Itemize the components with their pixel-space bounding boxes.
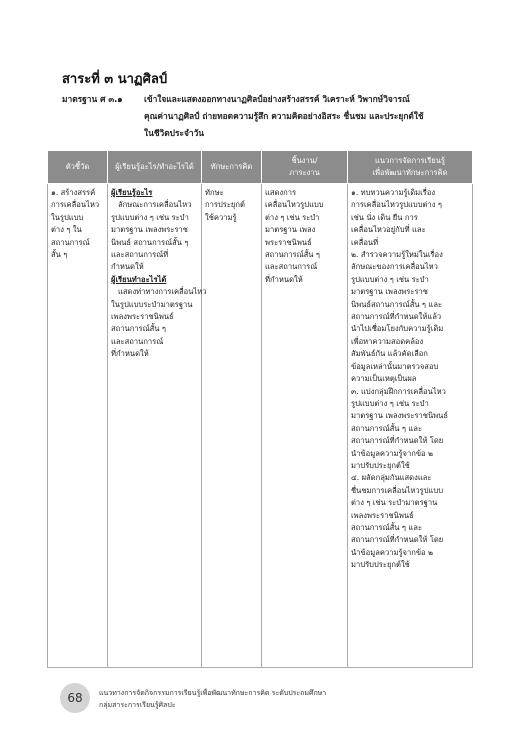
cell-line: สถานการณ์ [51, 237, 90, 247]
cell-line: มาตรฐาน เพลงพระราชนิพนธ์ [351, 411, 448, 421]
cell-line: นำไปเชื่อมโยงกับความรู้เดิม [351, 324, 444, 334]
cell-line: เช่น นั่ง เดิน ยืน การ [351, 212, 418, 222]
cell-line: ในรูปแบบระบำมาตรฐาน [111, 299, 193, 309]
cell-line: เพลงพระราชนิพนธ์ [111, 312, 174, 322]
work-cell [262, 184, 348, 668]
cell-line: นำข้อมูลความรู้จากข้อ ๒ [351, 547, 434, 557]
cell-line: สถานการณ์สั้น ๆ [111, 324, 166, 334]
indicator-cell [48, 184, 108, 668]
standard-text [144, 91, 472, 142]
cell-line: ผู้เรียนทำอะไรได้ [111, 274, 167, 284]
cell-line: ต่าง ๆ เช่น ระบำ [265, 212, 320, 222]
cell-line: พระราชนิพนธ์ [265, 237, 312, 247]
cell-line: รูปแบบต่าง ๆ เช่น ระบำ [351, 398, 429, 408]
cell-line: ต่าง ๆ เช่น ระบำมาตรฐาน [351, 498, 438, 508]
footer-line: กลุ่มสาระการเรียนรู้ศิลปะ [99, 701, 176, 709]
cell-line: ที่กำหนดให้ [265, 274, 303, 284]
cell-line: มาตรฐาน เพลงพระราช [111, 225, 188, 235]
cell-line: และสถานการณ์ที่ [111, 250, 169, 260]
cell-line: สถานการณ์ที่กำหนดให้ โดย [351, 436, 444, 446]
cell-line: ทักษะ [205, 188, 224, 197]
cell-line: ลักษณะของการเคลื่อนไหว [351, 262, 438, 272]
cell-line: เคลื่อนที่ [351, 237, 379, 247]
skills-cell [202, 184, 262, 668]
standard-line: คุณค่านาฏศิลป์ ถ่ายทอดความรู้สึก ความคิดอย่างอิสระ ชื่นชม และประยุกต์ใช้ [144, 111, 424, 121]
learn-cell [108, 184, 207, 668]
header-indicator: ตัวชี้วัด [48, 151, 108, 184]
cell-line: การเคลื่อนไหวรูปแบบต่าง ๆ [351, 200, 442, 210]
cell-line: นิพนธ์สถานการณ์สั้น ๆ และ [351, 299, 443, 309]
approach-cell [348, 184, 473, 668]
table-row [48, 184, 473, 668]
cell-line: ความเป็นเหตุเป็นผล [351, 374, 417, 384]
cell-line: การเคลื่อนไหว [51, 200, 100, 210]
cell-line: ๑. ทบทวนความรู้เดิมเรื่อง [351, 188, 436, 197]
cell-line: เพลงพระราชนิพนธ์ [351, 510, 414, 520]
cell-line: รูปแบบต่าง ๆ เช่น ระบำ [351, 274, 429, 284]
strand-title: สาระที่ ๓ นาฏศิลป์ [62, 72, 168, 87]
cell-line: การประยุกต์ [205, 200, 245, 210]
header-learn: ผู้เรียนรู้อะไร/ทำอะไรได้ [108, 151, 202, 184]
cell-line: สัมพันธ์กัน แล้วคัดเลือก [351, 349, 428, 359]
cell-line: มาตรฐาน เพลงพระราช [351, 287, 428, 297]
cell-line: และสถานการณ์ [111, 336, 164, 346]
cell-line: สถานการณ์ที่กำหนดให้แล้ว [351, 312, 442, 322]
cell-line: ลักษณะการเคลื่อนไหว [118, 200, 192, 210]
cell-line: แสดงการ [265, 188, 297, 197]
cell-line: สั้น ๆ [51, 250, 68, 260]
cell-line: ผู้เรียนรู้อะไร [111, 188, 153, 197]
cell-line: รูปแบบต่าง ๆ เช่น ระบำ [111, 212, 189, 222]
cell-line: ข้อมูลเหล่านั้นมาตรวจสอบ [351, 361, 439, 371]
cell-line: และสถานการณ์ [265, 262, 318, 272]
cell-line: สถานการณ์สั้น ๆ และ [351, 423, 423, 433]
header-approach: แนวการจัดการเรียนรู้ เพื่อพัฒนาทักษะการคิด [348, 151, 473, 184]
cell-line: สถานการณ์ที่กำหนดให้ โดย [351, 535, 444, 545]
footer-text [99, 687, 326, 711]
standard-line: เข้าใจและแสดงออกทางนาฏศิลป์อย่างสร้างสรรค์ วิเคราะห์ วิพากษ์วิจารณ์ [144, 94, 410, 104]
cell-line: เคลื่อนไหวรูปแบบ [265, 200, 324, 210]
cell-line: นิพนธ์ สถานการณ์สั้น ๆ [111, 237, 189, 247]
standard-code: มาตรฐาน ศ ๓.๑ [62, 94, 123, 104]
cell-line: มาตรฐาน เพลง [265, 225, 316, 235]
cell-line: เคลื่อนไหวอยู่กับที่ และ [351, 225, 426, 235]
table-header-row [48, 151, 473, 184]
cell-line: สถานการณ์สั้น ๆ [265, 250, 320, 260]
cell-line: ๓. แบ่งกลุ่มฝึกการเคลื่อนไหว [351, 386, 446, 396]
header-work: ชิ้นงาน/ ภาระงาน [262, 151, 348, 184]
cell-line: เพื่อหาความสอดคล้อง [351, 336, 424, 346]
cell-line: ในรูปแบบ [51, 212, 84, 222]
lesson-plan-table [47, 150, 473, 668]
cell-line: ๒. สำรวจความรู้ใหม่ในเรื่อง [351, 250, 443, 260]
footer-line: แนวทางการจัดกิจกรรมการเรียนรู้เพื่อพัฒนาทักษะการคิด ระดับประถมศึกษา [99, 689, 327, 697]
page-number: 68 [60, 683, 90, 713]
cell-line: นำข้อมูลความรู้จากข้อ ๒ [351, 448, 434, 458]
cell-line: ใช้ความรู้ [205, 212, 237, 222]
cell-line: มาปรับประยุกต์ใช้ [351, 560, 410, 570]
cell-line: มาปรับประยุกต์ใช้ [351, 460, 410, 470]
cell-line: ๑. สร้างสรรค์ [51, 188, 96, 197]
cell-line: ต่าง ๆ ใน [51, 225, 82, 235]
cell-line: กำหนดให้ [111, 262, 144, 272]
cell-line: ที่กำหนดให้ [111, 349, 149, 359]
cell-line: ชื่นชมการเคลื่อนไหวรูปแบบ [351, 485, 444, 495]
cell-line: สถานการณ์สั้น ๆ และ [351, 522, 423, 532]
cell-line: แสดงท่าทางการเคลื่อนไหว [118, 287, 207, 297]
standard-line: ในชีวิตประจำวัน [144, 128, 204, 138]
cell-line: ๔. ผลัดกลุ่มกันแสดงและ [351, 473, 432, 483]
header-skills: ทักษะการคิด [202, 151, 262, 184]
